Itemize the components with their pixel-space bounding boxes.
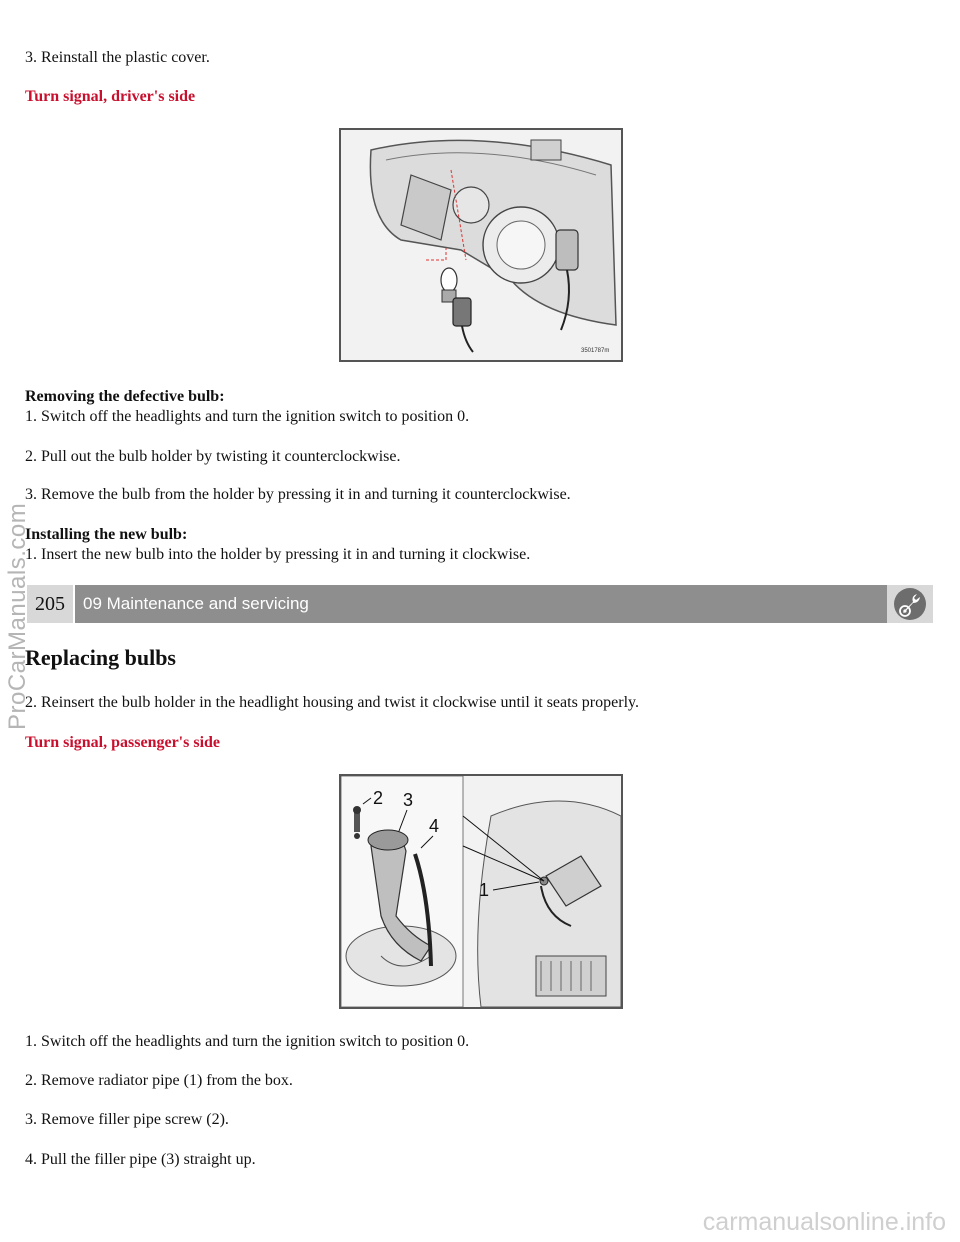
page-number: 205 xyxy=(27,585,73,623)
install-step-1: 1. Insert the new bulb into the holder by pressing it in and turning it clockwise. xyxy=(25,546,531,563)
step-reinstall-cover: 3. Reinstall the plastic cover. xyxy=(25,49,210,66)
passenger-step-1: 1. Switch off the headlights and turn the ignition switch to position 0. xyxy=(25,1033,470,1050)
passenger-step-4: 4. Pull the filler pipe (3) straight up. xyxy=(25,1151,256,1168)
section-title: Replacing bulbs xyxy=(25,645,176,670)
installing-heading: Installing the new bulb: xyxy=(25,526,188,543)
wrench-gear-icon xyxy=(887,585,933,623)
remove-step-2: 2. Pull out the bulb holder by twisting it counterclockwise. xyxy=(25,448,401,465)
passenger-side-illustration xyxy=(339,774,623,1009)
driver-side-heading: Turn signal, driver's side xyxy=(25,88,196,105)
remove-step-1: 1. Switch off the headlights and turn the ignition switch to position 0. xyxy=(25,408,470,425)
callout-3: 3 xyxy=(403,790,414,810)
passenger-side-heading: Turn signal, passenger's side xyxy=(25,734,221,751)
chapter-bar xyxy=(27,585,933,623)
callout-4: 4 xyxy=(429,816,440,836)
driver-side-illustration xyxy=(339,128,623,362)
watermark-left: ProCarManuals.com xyxy=(4,502,31,730)
chapter-title: 09 Maintenance and servicing xyxy=(75,585,887,623)
watermark-bottom: carmanualsonline.info xyxy=(702,1208,946,1236)
passenger-step-2: 2. Remove radiator pipe (1) from the box. xyxy=(25,1072,293,1089)
passenger-step-3: 3. Remove filler pipe screw (2). xyxy=(25,1111,229,1128)
callout-2: 2 xyxy=(373,788,384,808)
remove-step-3: 3. Remove the bulb from the holder by pressing it in and turning it counterclockwise. xyxy=(25,486,571,503)
removing-heading: Removing the defective bulb: xyxy=(25,388,225,405)
callout-1: 1 xyxy=(479,880,490,900)
install-step-2: 2. Reinsert the bulb holder in the headlight housing and twist it clockwise until it seats properly. xyxy=(25,694,639,711)
figure-code: 3501787m xyxy=(581,348,610,354)
